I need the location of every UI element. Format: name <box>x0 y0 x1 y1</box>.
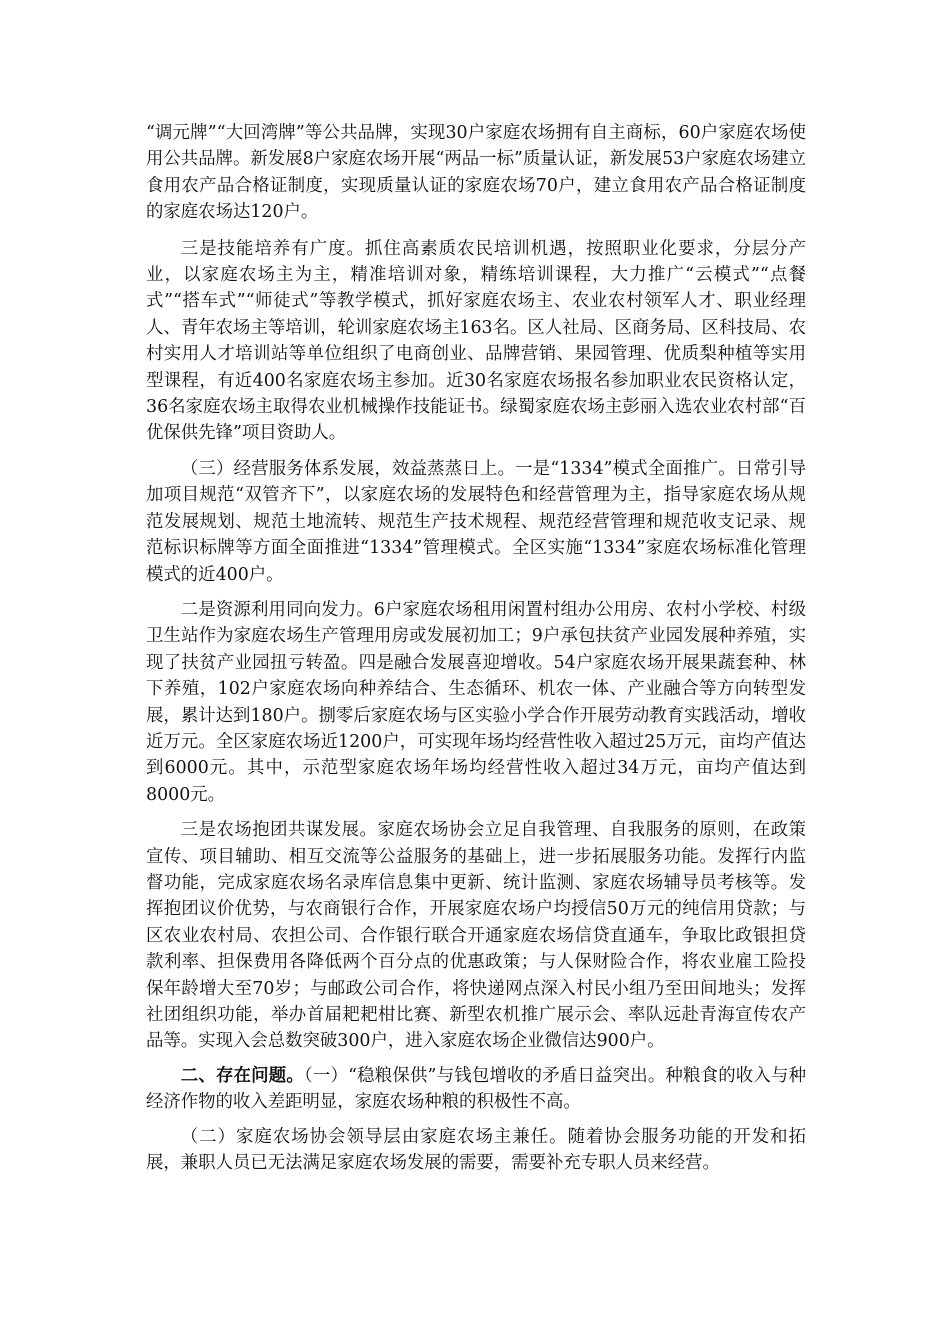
paragraph-skills-training: 三是技能培养有广度。抓住高素质农民培训机遇，按照职业化要求，分层分产业，以家庭农场主为主，精准培训对象，精练培训课程，大力推广“云模式”“点餐式”“搭车式”“师徒式”等教学模式，抓好家庭农场主、农业农村领军人才、职业经理人、青年农场主等培训，轮训家庭农场主163名。区人社局、区商务局、区科技局、农村实用人才培训站等单位组织了电商创业、品牌营销、果园管理、优质梨种植等实用型课程，有近400名家庭农场主参加。近30名家庭农场报名参加职业农民资格认定，36名家庭农场主取得农业机械操作技能证书。绿蜀家庭农场主彭丽入选农业农村部“百优保供先锋”项目资助人。 <box>146 238 806 444</box>
paragraph-farm-association: 三是农场抱团共谋发展。家庭农场协会立足自我管理、自我服务的原则，在政策宣传、项目辅助、相互交流等公益服务的基础上，进一步拓展服务功能。发挥行内监督功能，完成家庭农场名录库信息集中更新、统计监测、家庭农场辅导员考核等。发挥抱团议价优势，与农商银行合作，开展家庭农场户均授信50万元的纯信用贷款；与区农业农村局、农担公司、合作银行联合开通家庭农场信贷直通车，争取比政银担贷款利率、担保费用各降低两个百分点的优惠政策；与人保财险合作，将农业雇工险投保年龄增大至70岁；与邮政公司合作，将快递网点深入村民小组乃至田间地头；发挥社团组织功能，举办首届耙耙柑比赛、新型农机推广展示会、率队远赴青海宣传农产品等。实现入会总数突破300户，进入家庭农场企业微信达900户。 <box>146 820 806 1052</box>
paragraph-resource-utilization: 二是资源利用同向发力。6户家庭农场租用闲置村组办公用房、农村小学校、村级卫生站作为家庭农场生产管理用房或发展初加工；9户承包扶贫产业园发展种养殖，实现了扶贫产业园扭亏转盈。四是融合发展喜迎增收。54户家庭农场开展果蔬套种、林下养殖，102户家庭农场向种养结合、生态循环、机农一体、产业融合等方向转型发展，累计达到180户。捌零后家庭农场与区实验小学合作开展劳动教育实践活动，增收近万元。全区家庭农场近1200户，可实现年场均经营性收入超过25万元，亩均产值达到6000元。其中，示范型家庭农场年场均经营性收入超过34万元，亩均产值达到8000元。 <box>146 599 806 805</box>
section-existing-problems <box>146 1063 806 1116</box>
document-page <box>146 120 806 1176</box>
paragraph-brand-certification: “调元牌”“大回湾牌”等公共品牌，实现30户家庭农场拥有自主商标，60户家庭农场使用公共品牌。新发展8户家庭农场开展“两品一标”质量认证，新发展53户家庭农场建立食用农产品合格证制度，实现质量认证的家庭农场70户，建立食用农产品合格证制度的家庭农场达120户。 <box>146 123 806 223</box>
section-two-text: （一）“稳粮保供”与钱包增收的矛盾日益突出。种粮食的收入与种经济作物的收入差距明显，家庭农场种粮的积极性不高。 <box>146 1065 806 1113</box>
paragraph-business-service-system: （三）经营服务体系发展，效益蒸蒸日上。一是“1334”模式全面推广。日常引导加项目规范“双管齐下”，以家庭农场的发展特色和经营管理为主，指导家庭农场从规范发展规划、规范土地流转、规范生产技术规程、规范经营管理和规范收支记录、规范标识标牌等方面全面推进“1334”管理模式。全区实施“1334”家庭农场标准化管理模式的近400户。 <box>146 458 806 585</box>
section-two-heading: 二、存在问题。 <box>180 1065 304 1086</box>
paragraph-association-leadership: （二）家庭农场协会领导层由家庭农场主兼任。随着协会服务功能的开发和拓展，兼职人员已无法满足家庭农场发展的需要，需要补充专职人员来经营。 <box>146 1126 806 1174</box>
